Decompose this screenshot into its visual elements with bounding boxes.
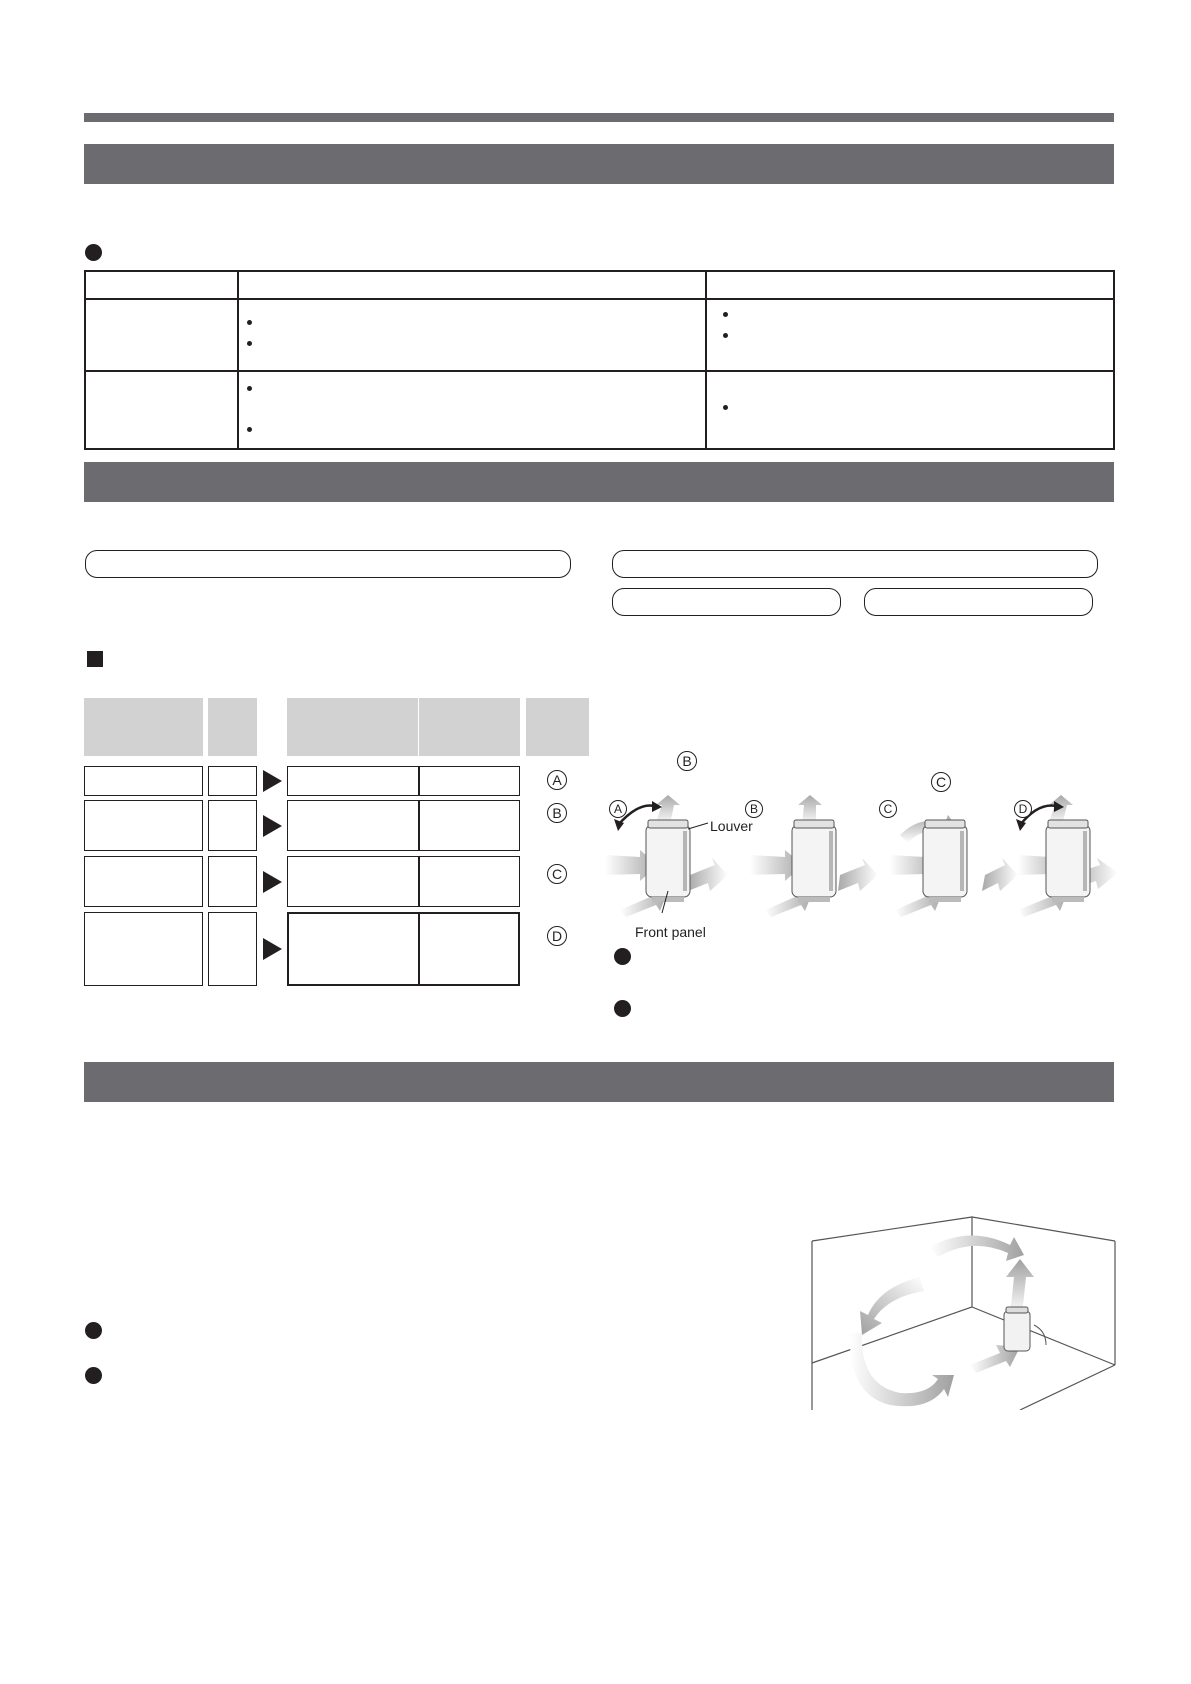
- table-border-left: [84, 270, 86, 450]
- table-bullet: [723, 405, 728, 410]
- grid-row-a-setting: [287, 766, 520, 796]
- circle-letter-a: A: [547, 770, 567, 790]
- front-panel-label: Front panel: [635, 924, 706, 940]
- circle-letter-b: B: [677, 751, 697, 771]
- arrow-right-icon: [263, 815, 282, 837]
- grid-row-d-setting: [287, 912, 520, 986]
- grid-row-b-divider: [418, 800, 420, 851]
- circle-letter-d: D: [547, 926, 567, 946]
- circle-letter-c: C: [547, 864, 567, 884]
- grid-row-a-mode: [84, 766, 203, 796]
- grid-row-c-setting: [287, 856, 520, 907]
- table-bullet: [247, 320, 252, 325]
- grid-row-c-divider: [418, 856, 420, 907]
- arrow-right-icon: [263, 871, 282, 893]
- grid-row-c-mode: [84, 856, 203, 907]
- circle-letter-c: C: [931, 772, 951, 792]
- section-header-bar-1: [84, 144, 1114, 184]
- section-header-bar-3: [84, 1062, 1114, 1102]
- table-col-divider-1: [237, 270, 239, 450]
- arrow-right-icon: [263, 938, 282, 960]
- grid-row-a-divider: [418, 766, 420, 796]
- table-bullet: [723, 333, 728, 338]
- grid-header-cell-3: [287, 698, 418, 756]
- top-rule: [84, 113, 1114, 122]
- grid-header-cell-2: [208, 698, 257, 756]
- circle-letter-b: B: [745, 800, 763, 818]
- table-bullet: [723, 312, 728, 317]
- circle-letter-b: B: [547, 803, 567, 823]
- louver-label: Louver: [710, 818, 753, 834]
- section-header-bar-2: [84, 462, 1114, 502]
- pill-label-left: [85, 550, 571, 578]
- grid-row-b-setting: [287, 800, 520, 851]
- room-airflow-illustration: [810, 1215, 1120, 1410]
- grid-row-d-divider: [418, 912, 420, 986]
- circle-letter-d: D: [1014, 800, 1032, 818]
- table-bullet: [247, 341, 252, 346]
- bullet-dot: [85, 244, 102, 261]
- grid-row-b-icon: [208, 800, 257, 851]
- grid-header-cell-1: [84, 698, 203, 756]
- bullet-dot: [85, 1322, 102, 1339]
- grid-row-a-icon: [208, 766, 257, 796]
- louver-airflow-illustration: [600, 795, 1140, 935]
- table-border-right: [1113, 270, 1115, 450]
- comparison-table: [84, 270, 1115, 450]
- circle-letter-a: A: [609, 800, 627, 818]
- airflow-illustration-svg: [600, 795, 1140, 935]
- table-col-divider-2: [705, 270, 707, 450]
- room-illustration-svg: [810, 1215, 1120, 1410]
- table-bullet: [247, 427, 252, 432]
- pill-label-right: [612, 550, 1098, 578]
- grid-header-cell-4: [419, 698, 520, 756]
- note-bullet-dot: [614, 948, 631, 965]
- note-bullet-dot: [614, 1000, 631, 1017]
- circle-letter-c: C: [879, 800, 897, 818]
- grid-row-b-mode: [84, 800, 203, 851]
- bullet-dot: [85, 1367, 102, 1384]
- grid-row-d-icon: [208, 912, 257, 986]
- table-bullet: [247, 386, 252, 391]
- grid-row-c-icon: [208, 856, 257, 907]
- pill-label-small-2: [864, 588, 1093, 616]
- grid-header-cell-5: [526, 698, 589, 756]
- pill-label-small-1: [612, 588, 841, 616]
- arrow-right-icon: [263, 770, 282, 792]
- grid-row-d-mode: [84, 912, 203, 986]
- square-bullet: [87, 651, 103, 667]
